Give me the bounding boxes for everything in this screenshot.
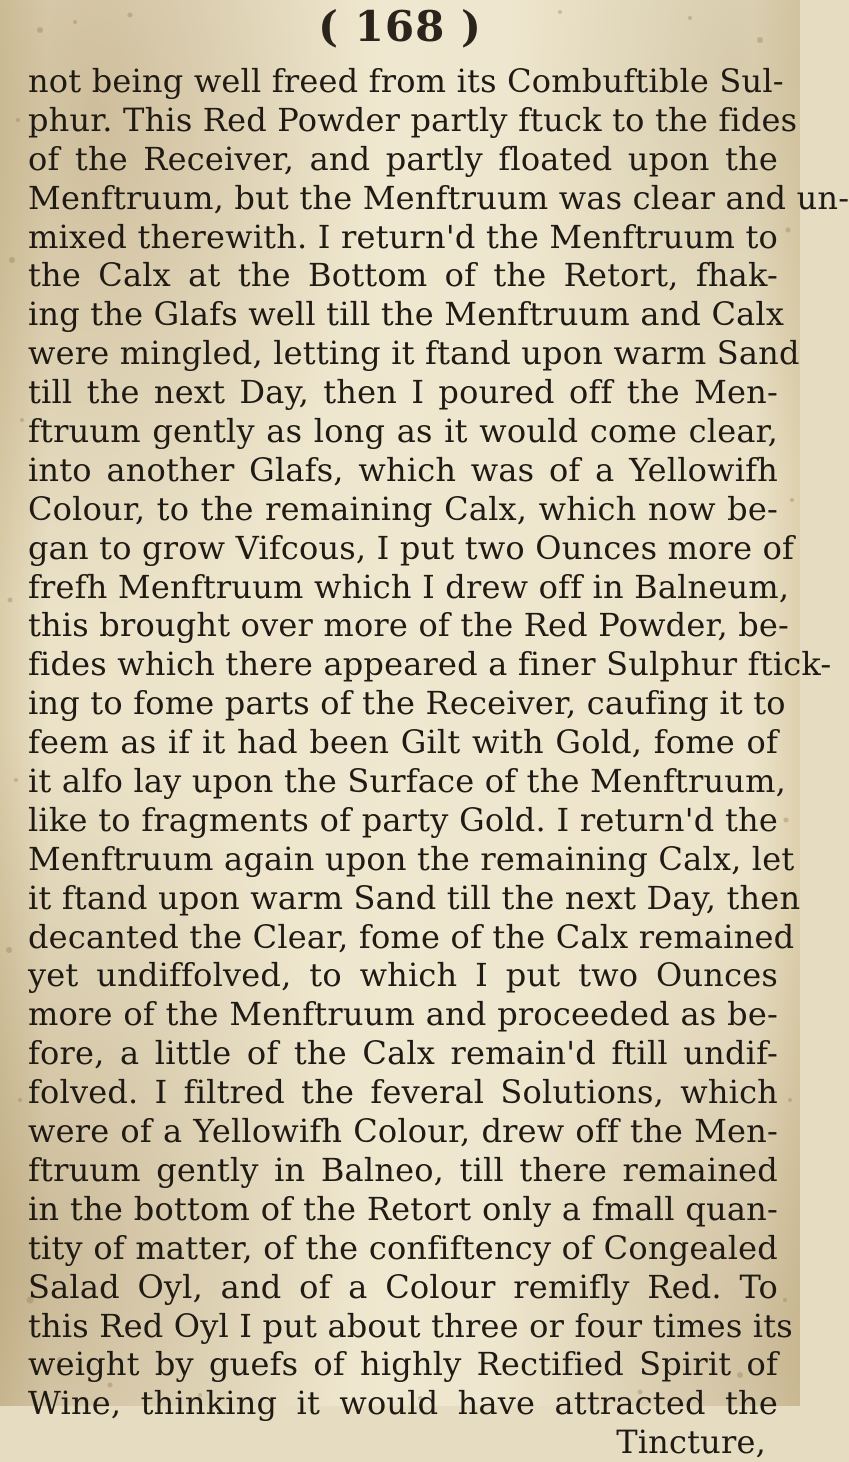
- text-line: weight by guefs of highly Rectified Spirit of: [28, 1345, 778, 1384]
- text-line: fides which there appeared a finer Sulphur ftick-: [28, 645, 832, 684]
- text-line: ftruum gently as long as it would come clear,: [28, 412, 778, 451]
- text-line: ing to fome parts of the Receiver, caufing it to: [28, 684, 786, 723]
- text-line: not being well freed from its Combuftible Sul-: [28, 62, 784, 100]
- text-line: mixed therewith. I return'd the Menftruum to: [28, 217, 778, 256]
- text-line: gan to grow Vifcous, I put two Ounces more of: [28, 528, 795, 567]
- catchword: Tincture,: [616, 1423, 766, 1462]
- text-line: frefh Menftruum which I drew off in Balneum,: [28, 567, 790, 606]
- text-line: in the bottom of the Retort only a fmall quan-: [28, 1189, 778, 1228]
- text-line: till the next Day, then I poured off the Men-: [28, 373, 778, 412]
- text-line: of the Receiver, and partly floated upon the: [28, 139, 778, 178]
- text-line: ing the Glafs well till the Menftruum and Calx: [28, 295, 785, 334]
- text-line: were mingled, letting it ftand upon warm Sand: [28, 334, 800, 373]
- text-line: Menftruum again upon the remaining Calx, let: [28, 839, 795, 878]
- text-line: this brought over more of the Red Powder, be-: [28, 606, 790, 645]
- text-line: folved. I filtred the feveral Solutions, which: [28, 1073, 778, 1112]
- text-line: Menftruum, but the Menftruum was clear and un-: [28, 178, 849, 217]
- text-line: Wine, thinking it would have attracted the: [28, 1384, 778, 1423]
- text-line: yet undiffolved, to which I put two Ounces: [28, 956, 778, 995]
- body-text: [28, 62, 849, 1462]
- text-line: like to fragments of party Gold. I return'd the: [28, 800, 778, 839]
- text-line: ftruum gently in Balneo, till there remained: [28, 1150, 778, 1189]
- text-line: were of a Yellowifh Colour, drew off the Men-: [28, 1112, 778, 1151]
- text-line: it alfo lay upon the Surface of the Menftruum,: [28, 762, 787, 801]
- text-line: this Red Oyl I put about three or four times its: [28, 1306, 793, 1345]
- text-line: fore, a little of the Calx remain'd ftill undif-: [28, 1034, 778, 1073]
- text-line: Colour, to the remaining Calx, which now be-: [28, 489, 778, 528]
- text-line: decanted the Clear, fome of the Calx remained: [28, 917, 795, 956]
- text-line: into another Glafs, which was of a Yellowifh: [28, 450, 778, 489]
- text-line: the Calx at the Bottom of the Retort, fhak-: [28, 256, 778, 295]
- text-line: phur. This Red Powder partly ftuck to the fides: [28, 100, 798, 139]
- text-line: tity of matter, of the confiftency of Congealed: [28, 1228, 778, 1267]
- page-number: ( 168 ): [318, 2, 482, 51]
- text-line: feem as if it had been Gilt with Gold, fome of: [28, 723, 778, 762]
- text-line: more of the Menftruum and proceeded as be-: [28, 995, 778, 1034]
- text-line: it ftand upon warm Sand till the next Day, then: [28, 878, 801, 917]
- text-line: Salad Oyl, and of a Colour remifly Red. To: [28, 1267, 778, 1306]
